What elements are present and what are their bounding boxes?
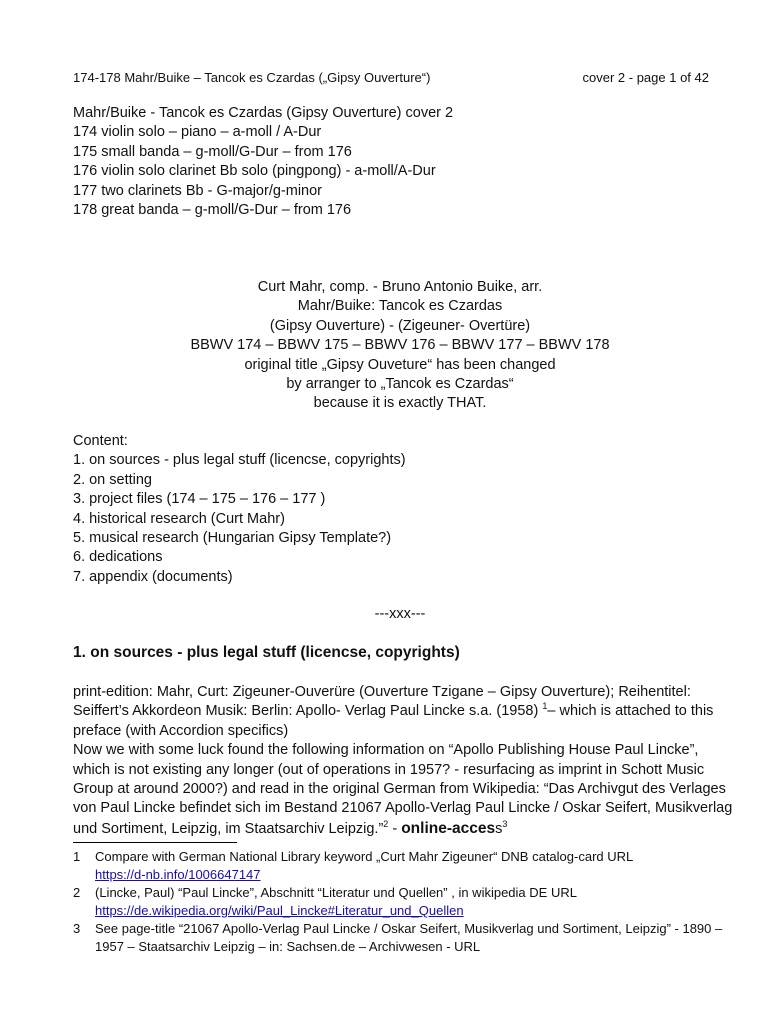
content-item: 1. on sources - plus legal stuff (licencse, copyrights) — [73, 452, 406, 469]
content-item: 3. project files (174 – 175 – 176 – 177 ) — [73, 491, 326, 508]
footnote-number: 2 — [73, 885, 81, 900]
title-line: because it is exactly THAT. — [313, 395, 487, 412]
page-number: cover 2 - page 1 of 42 — [582, 70, 709, 85]
title-line: (Gipsy Ouverture) - (Zigeuner- Overtüre) — [269, 317, 531, 334]
footnote-ref[interactable]: 2 — [383, 819, 389, 830]
footnote-number: 1 — [73, 849, 81, 864]
footnote-ref[interactable]: 1 — [542, 701, 548, 712]
content-item: 7. appendix (documents) — [73, 568, 233, 585]
title-line: Mahr/Buike: Tancok es Czardas — [297, 298, 503, 315]
footnote-3 — [73, 920, 738, 956]
footnote-1 — [73, 848, 738, 884]
intro-line: 174 violin solo – piano – a-moll / A-Dur — [73, 124, 322, 141]
title-block — [73, 278, 727, 414]
section-heading: 1. on sources - plus legal stuff (licencse, copyrights) — [73, 644, 460, 661]
intro-block — [73, 104, 733, 220]
header-title: 174-178 Mahr/Buike – Tancok es Czardas („Gipsy Ouverture“) — [73, 70, 431, 85]
paragraph-print-edition: print-edition: Mahr, Curt: Zigeuner-Ouverüre (Ouverture Tzigane – Gipsy Ouverture); Reihentitel: Seiffert’s Akkordeon Musik: Berlin: Apollo- Verlag Paul Lincke s.a. (1958) $^1$– which is attached to this preface (with Accordion specifics) — [73, 684, 714, 739]
separator: ---xxx--- — [374, 606, 426, 622]
intro-line: 175 small banda – g-moll/G-Dur – from 176 — [73, 143, 352, 160]
intro-line: 178 great banda – g-moll/G-Dur – from 176 — [73, 202, 352, 219]
footnote-ref[interactable]: 3 — [502, 819, 508, 830]
content-item: 4. historical research (Curt Mahr) — [73, 510, 285, 527]
footnote-text: Compare with German National Library keyword „Curt Mahr Zigeuner“ DNB catalog-card URL — [95, 849, 634, 864]
footnote-link[interactable]: https://de.wikipedia.org/wiki/Paul_Lincke#Literatur_und_Quellen — [95, 903, 464, 918]
title-line: Curt Mahr, comp. - Bruno Antonio Buike, arr. — [257, 279, 543, 295]
footnote-divider — [73, 842, 237, 843]
title-line: original title „Gipsy Ouveture“ has been changed — [244, 356, 556, 373]
content-heading: Content: — [73, 433, 128, 449]
paragraph-apollo: Now we with some luck found the following information on “Apollo Publishing House Paul Lincke”, which is not existing any longer (out of operations in 1957? - resurfacing as imprint in Schott Music Group at around 2000?) and read in the original German from Wikipedia: “Das Archivgut des Verlages von Paul Lincke befindet sich im Bestand 21067 Apollo-Verlag Paul Lincke / Oskar Seifert, Musikverlag und Sortiment, Leipzig, im Staatsarchiv Leipzig.”$^2$ - online-access$^3$ — [73, 742, 733, 837]
footnote-number: 3 — [73, 921, 81, 936]
content-list — [73, 432, 733, 587]
online-access-label: online-acces — [401, 819, 496, 837]
footnote-2 — [73, 884, 738, 920]
footnote-text: (Lincke, Paul) “Paul Lincke”, Abschnitt “Literatur und Quellen” , in wikipedia DE URL — [95, 885, 577, 900]
section-paragraphs — [73, 683, 733, 839]
intro-line: 176 violin solo clarinet Bb solo (pingpong) - a-moll/A-Dur — [73, 163, 436, 180]
title-line: by arranger to „Tancok es Czardas“ — [286, 376, 514, 393]
footnote-link[interactable]: https://d-nb.info/1006647147 — [95, 867, 261, 882]
content-item: 6. dedications — [73, 549, 163, 566]
intro-line: Mahr/Buike - Tancok es Czardas (Gipsy Ouverture) cover 2 — [73, 105, 454, 121]
intro-line: 177 two clarinets Bb - G-major/g-minor — [73, 182, 322, 199]
title-line: BBWV 174 – BBWV 175 – BBWV 176 – BBWV 177 – BBWV 178 — [190, 337, 610, 354]
content-item: 5. musical research (Hungarian Gipsy Template?) — [73, 530, 392, 547]
content-item: 2. on setting — [73, 471, 152, 488]
footnote-text: See page-title “21067 Apollo-Verlag Paul Lincke / Oskar Seifert, Musikverlag und Sortiment, Leipzig” - 1890 – 1957 – Staatsarchiv Leipzig – in: Sachsen.de – Archivwesen - URL — [95, 921, 723, 954]
